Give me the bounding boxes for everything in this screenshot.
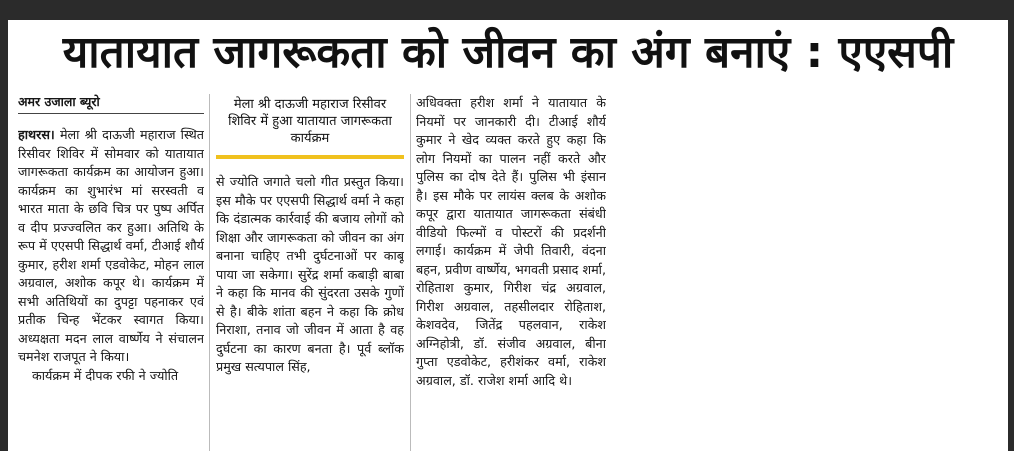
article-paragraph: से ज्योति जगाते चलो गीत प्रस्तुत किया। इस मौके पर एएसपी सिद्धार्थ वर्मा ने कहा कि दंडात्मक कार्रवाई की बजाय लोगों को शिक्षा और जागरूकता को जीवन का अंग बनाना चाहिए तभी दुर्घटनाओं पर काबू पाया जा सकेगा। सुरेंद्र शर्मा कबाड़ी बाबा ने कहा कि मानव की सुंदरता उसके गुणों से है। बीके शांता बहन ने कहा कि क्रोध निराशा, तनाव जो जीवन में आता है वह दुर्घटना का कारण बनता है। पूर्व ब्लॉक प्रमुख सत्यपाल सिंह,	[216, 174, 404, 374]
headline: यातायात जागरूकता को जीवन का अंग बनाएं : एएसपी	[62, 27, 954, 78]
article-column-2	[216, 94, 404, 451]
byline: अमर उजाला ब्यूरो	[18, 94, 204, 114]
article-paragraph: अधिवक्ता हरीश शर्मा ने यातायात के नियमों पर जानकारी दी। टीआई शौर्य कुमार ने खेद व्यक्त करते हुए कहा कि लोग नियमों का पालन नहीं करते और पुलिस का दोष देते हैं। पुलिस भी इंसान है। इस मौके पर लायंस क्लब के अशोक कपूर द्वारा यातायात जागरूकता संबंधी वीडियो फिल्मों व पोस्टरों की प्रदर्शनी लगाई। कार्यक्रम में जेपी तिवारी, वंदना बहन, प्रवीण वार्ष्णेय, भगवती प्रसाद शर्मा, रोहिताश कुमार, गिरीश चंद्र अग्रवाल, गिरीश अग्रवाल, तहसीलदार रोहिताश, केशवदेव, जितेंद्र पहलवान, राकेश अग्निहोत्री, डॉ. संजीव अग्रवाल, बीना गुप्ता एडवोकेट, हरीशंकर वर्मा, राकेश अग्रवाल, डॉ. राजेश शर्मा आदि थे।	[416, 95, 606, 388]
article-paragraph: कार्यक्रम में दीपक रफी ने ज्योति	[32, 367, 179, 383]
article-column-1	[18, 94, 204, 451]
column-rule	[410, 94, 411, 451]
article-paragraph	[18, 126, 204, 367]
column-rule	[209, 94, 210, 451]
newspaper-clipping	[8, 20, 1008, 451]
kicker-text: मेला श्री दाऊजी महाराज रिसीवर शिविर में हुआ यातायात जागरूकता कार्यक्रम	[228, 97, 392, 146]
kicker-box	[216, 94, 404, 159]
dateline: हाथरस।	[18, 127, 55, 142]
blank-area	[614, 94, 1008, 451]
paragraph-text: मेला श्री दाऊजी महाराज स्थित रिसीवर शिविर में सोमवार को यातायात जागरूकता कार्यक्रम का आयोजन हुआ। कार्यक्रम का शुभारंभ मां सरस्वती व भारत माता के छवि चित्र पर पुष्प अर्पित व दीप प्रज्ज्वलित कर हुआ। अतिथि के रूप में एएसपी सिद्धार्थ वर्मा, टीआई शौर्य कुमार, हरीश शर्मा एडवोकेट, मोहन लाल अग्रवाल, अशोक कपूर थे। कार्यक्रम में सभी अतिथियों का दुपट्टा पहनाकर एवं प्रतीक चिन्ह भेंटकर स्वागत किया। अध्यक्षता मदन लाल वार्ष्णेय ने संचालन चमनेश राजपूत ने किया।	[18, 127, 204, 364]
article-column-3	[416, 94, 606, 451]
